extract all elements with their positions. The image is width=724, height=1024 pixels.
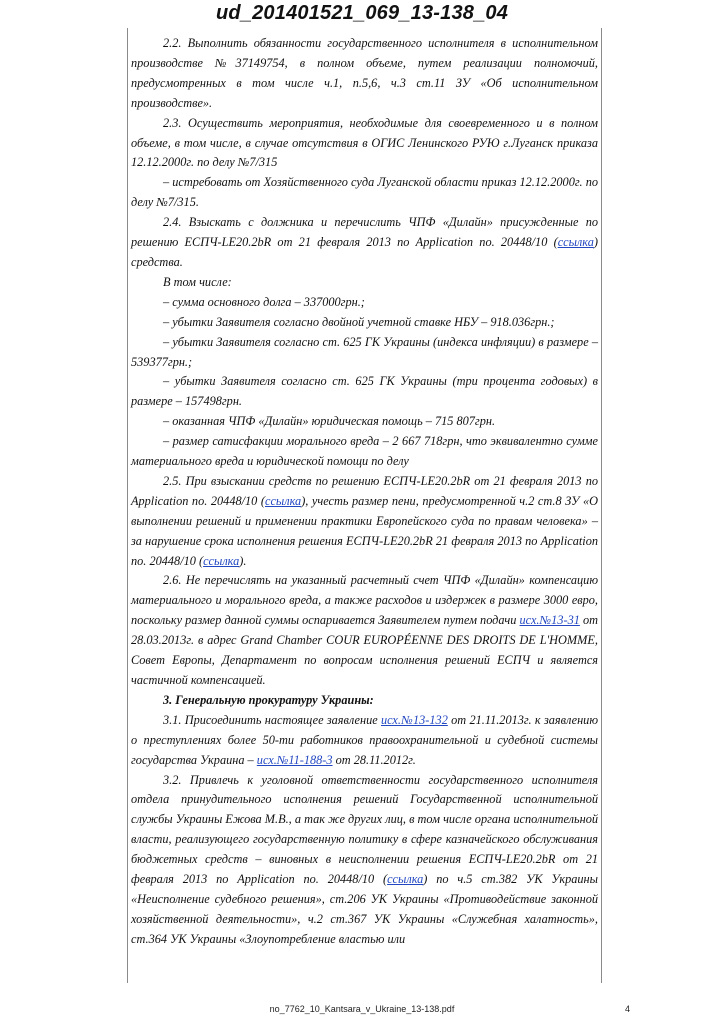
paragraph-2-5-text-b: ), учесть размер пени, предусмотренной ч.2 ст.8 ЗУ «О выполнении решений и применении практики Европейского суда по правам человека» – за нарушение срока исполнения решения ЕСПЧ-LE20.2bR 21 февраля 2013 по Application no. 20448/10 ( bbox=[131, 493, 598, 568]
paragraph-3-1-text-b: от 21.11.2013г. к заявлению о преступлениях более 50-ти работников правоохранительной и судебной системы государства Украина – bbox=[131, 712, 598, 767]
paragraph-2-4 bbox=[131, 213, 598, 273]
document-body bbox=[131, 34, 598, 950]
outgoing-letter-link[interactable]: исх.№11-188-3 bbox=[256, 752, 333, 767]
left-margin-rule bbox=[127, 28, 128, 983]
paragraph-2-5-text-c: ). bbox=[239, 553, 247, 568]
paragraph-3-2-text-a: 3.2. Привлечь к уголовной ответственности государственного исполнителя отдела принудительного исполнения решений Государственной исполнительной службы Украины Ежова М.В., а так же других лиц, в том числе органа исполнительной власти, реализующего государственную политику в сфере казначейского обслуживания бюджетных средств – виновных в неисполнении решения ЕСПЧ-LE20.2bR от 21 февраля 2013 по Application no. 20448/10 ( bbox=[131, 772, 598, 887]
paragraph-3-1-text-c: от 28.11.2012г. bbox=[332, 752, 416, 767]
reference-link[interactable]: ссылка bbox=[387, 872, 424, 887]
paragraph-3-1 bbox=[131, 711, 598, 771]
list-intro: В том числе: bbox=[163, 274, 232, 289]
section-3-heading: 3. Генеральную прокуратуру Украины: bbox=[163, 692, 374, 707]
list-item-annual-losses: – убытки Заявителя согласно ст. 625 ГК Украины (три процента годовых) в размере – 157498грн. bbox=[131, 374, 598, 409]
paragraph-2-5 bbox=[131, 472, 598, 572]
page-number: 4 bbox=[625, 1004, 631, 1014]
reference-link[interactable]: ссылка bbox=[557, 235, 594, 250]
paragraph-2-4-tail: ) средства. bbox=[131, 235, 598, 269]
paragraph-2-6 bbox=[131, 571, 598, 690]
paragraph-2-3-item: – истребовать от Хозяйственного суда Луганской области приказ 12.12.2000г. по делу №7/315. bbox=[131, 175, 598, 210]
paragraph-2-5-text-a: 2.5. При взыскании средств по решению ЕСПЧ-LE20.2bR от 21 февраля 2013 по Application no. 20448/10 ( bbox=[131, 473, 598, 508]
paragraph-3-2 bbox=[131, 771, 598, 950]
paragraph-2-3: 2.3. Осуществить мероприятия, необходимые для своевременного и в полном объеме, в том числе, в случае отсутствия в ОГИС Ленинского РУЮ г.Луганск приказа 12.12.2000г. по делу №7/315 bbox=[131, 115, 598, 170]
outgoing-letter-link[interactable]: исх.№13-31 bbox=[519, 613, 580, 628]
footer-filename: no_7762_10_Kantsara_v_Ukraine_13-138.pdf bbox=[269, 1004, 455, 1014]
paragraph-2-6-text-a: 2.6. Не перечислять на указанный расчетный счет ЧПФ «Дилайн» компенсацию материального и морального вреда, а также расходов и издержек в размере 3000 евро, поскольку размер данной суммы оспаривается Заявителем путем подачи bbox=[131, 573, 598, 628]
reference-link[interactable]: ссылка bbox=[203, 553, 240, 568]
outgoing-letter-link[interactable]: исх.№13-132 bbox=[380, 712, 448, 727]
header-title: ud_201401521_069_13-138_04 bbox=[215, 2, 509, 24]
paragraph-3-1-text-a: 3.1. Присоединить настоящее заявление bbox=[163, 712, 381, 727]
paragraph-2-6-text-b: от 28.03.2013г. в адрес Grand Chamber COUR EUROPÉENNE DES DROITS DE L'HOMME, Совет Европы, Департамент по вопросам исполнения решений ЕСПЧ и является частичной компенсацией. bbox=[131, 613, 599, 687]
paragraph-2-2: 2.2. Выполнить обязанности государственного исполнителя в исполнительном производстве №37149754, в полном объеме, путем реализации полномочий, предусмотренных в том числе ч.1, п.5,6, ч.3 ст.11 ЗУ «Об исполнительном производстве». bbox=[131, 36, 598, 110]
list-item-principal: – сумма основного долга – 337000грн.; bbox=[163, 294, 365, 309]
list-item-nbu-losses: – убытки Заявителя согласно двойной учетной ставке НБУ – 918.036грн.; bbox=[163, 314, 555, 329]
reference-link[interactable]: ссылка bbox=[264, 493, 302, 508]
right-margin-rule bbox=[601, 28, 602, 983]
list-item-moral-damage: – размер сатисфакции морального вреда – 2 667 718грн, что эквивалентно сумме материального вреда и юридической помощи по делу bbox=[131, 434, 598, 469]
list-item-legal-aid: – оказанная ЧПФ «Дилайн» юридическая помощь – 715 807грн. bbox=[163, 414, 496, 429]
list-item-inflation-losses: – убытки Заявителя согласно ст. 625 ГК Украины (индекса инфляции) в размере – 539377грн.; bbox=[131, 334, 598, 369]
paragraph-3-2-text-b: ) по ч.5 ст.382 УК Украины «Неисполнение судебного решения», ст.206 УК Украины «Противодействие законной хозяйственной деятельности», ч.2 ст.367 УК Украины «Служебная халатность», ст.364 УК Украины «Злоупотребление властью или bbox=[131, 872, 598, 946]
paragraph-2-4-text: 2.4. Взыскать с должника и перечислить ЧПФ «Дилайн» присужденные по решению ЕСПЧ-LE20.2bR от 21 февраля 2013 по Application no. 20448/10 ( bbox=[131, 215, 598, 250]
